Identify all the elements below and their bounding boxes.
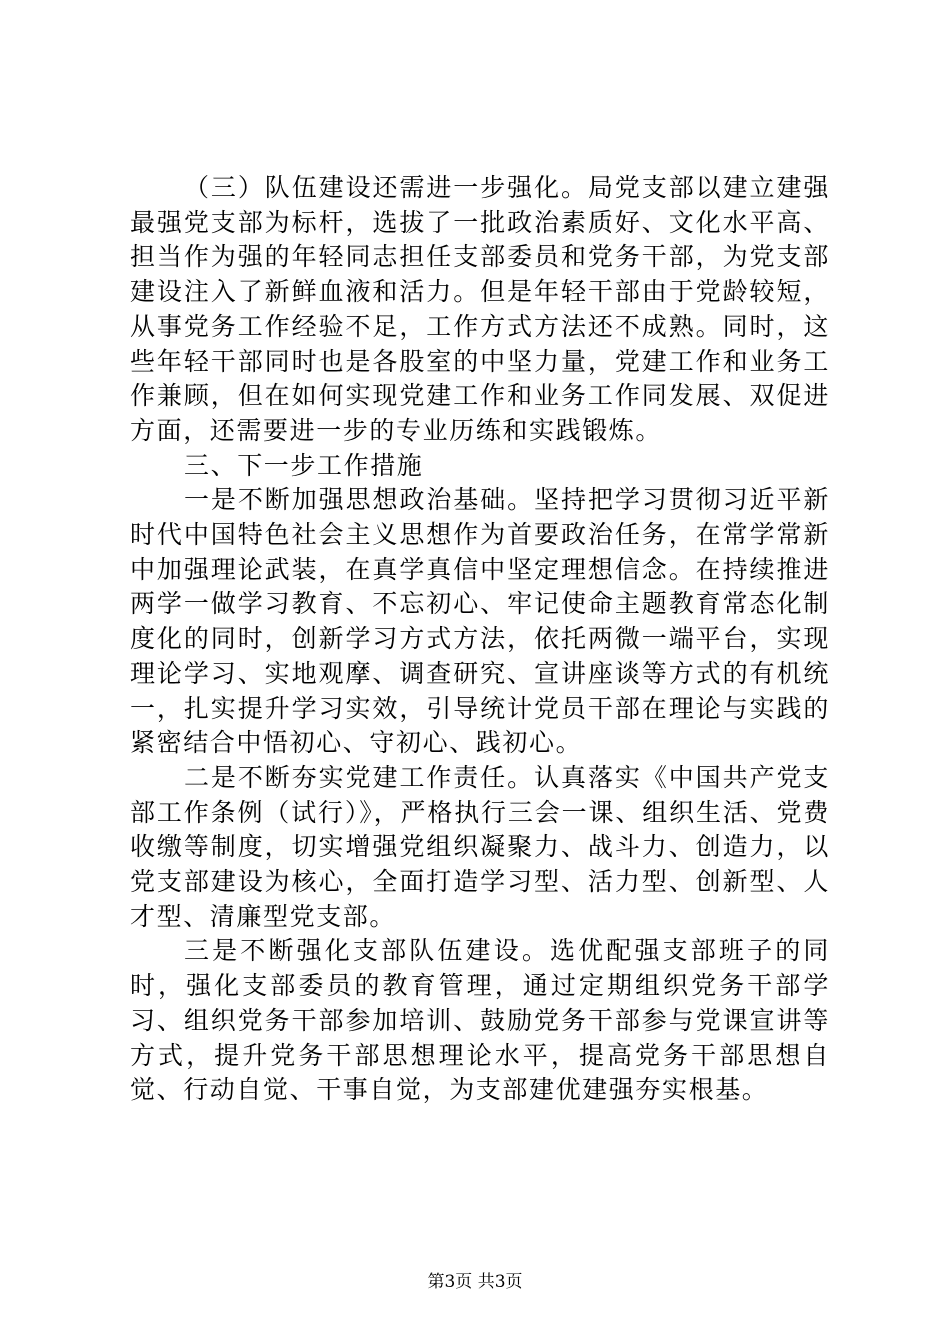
document-body (130, 171, 830, 1108)
section-heading-next-steps: 三、下一步工作措施 (184, 450, 424, 480)
paragraph-team-building-issue: （三）队伍建设还需进一步强化。局党支部以建立建强最强党支部为标杆，选拔了一批政治素质好、文化水平高、担当作为强的年轻同志担任支部委员和党务干部，为党支部建设注入了新鲜血液和活力。但是年轻干部由于党龄较短，从事党务工作经验不足，工作方式方法还不成熟。同时，这些年轻干部同时也是各股室的中坚力量，党建工作和业务工作兼顾，但在如何实现党建工作和业务工作同发展、双促进方面，还需要进一步的专业历练和实践锻炼。 (130, 173, 830, 445)
page-footer: 第3页 共3页 (427, 1272, 523, 1292)
paragraph-measure-three: 三是不断强化支部队伍建设。选优配强支部班子的同时，强化支部委员的教育管理，通过定期组织党务干部学习、组织党务干部参加培训、鼓励党务干部参与党课宣讲等方式，提升党务干部思想理论水平，提高党务干部思想自觉、行动自觉、干事自觉，为支部建优建强夯实根基。 (130, 936, 830, 1105)
paragraph-measure-two: 二是不断夯实党建工作责任。认真落实《中国共产党支部工作条例（试行）》，严格执行三会一课、组织生活、党费收缴等制度，切实增强党组织凝聚力、战斗力、创造力，以党支部建设为核心，全面打造学习型、活力型、创新型、人才型、清廉型党支部。 (130, 762, 830, 931)
paragraph-measure-one: 一是不断加强思想政治基础。坚持把学习贯彻习近平新时代中国特色社会主义思想作为首要政治任务，在常学常新中加强理论武装，在真学真信中坚定理想信念。在持续推进两学一做学习教育、不忘初心、牢记使命主题教育常态化制度化的同时，创新学习方式方法，依托两微一端平台，实现理论学习、实地观摩、调查研究、宣讲座谈等方式的有机统一，扎实提升学习实效，引导统计党员干部在理论与实践的紧密结合中悟初心、守初心、践初心。 (130, 485, 830, 758)
